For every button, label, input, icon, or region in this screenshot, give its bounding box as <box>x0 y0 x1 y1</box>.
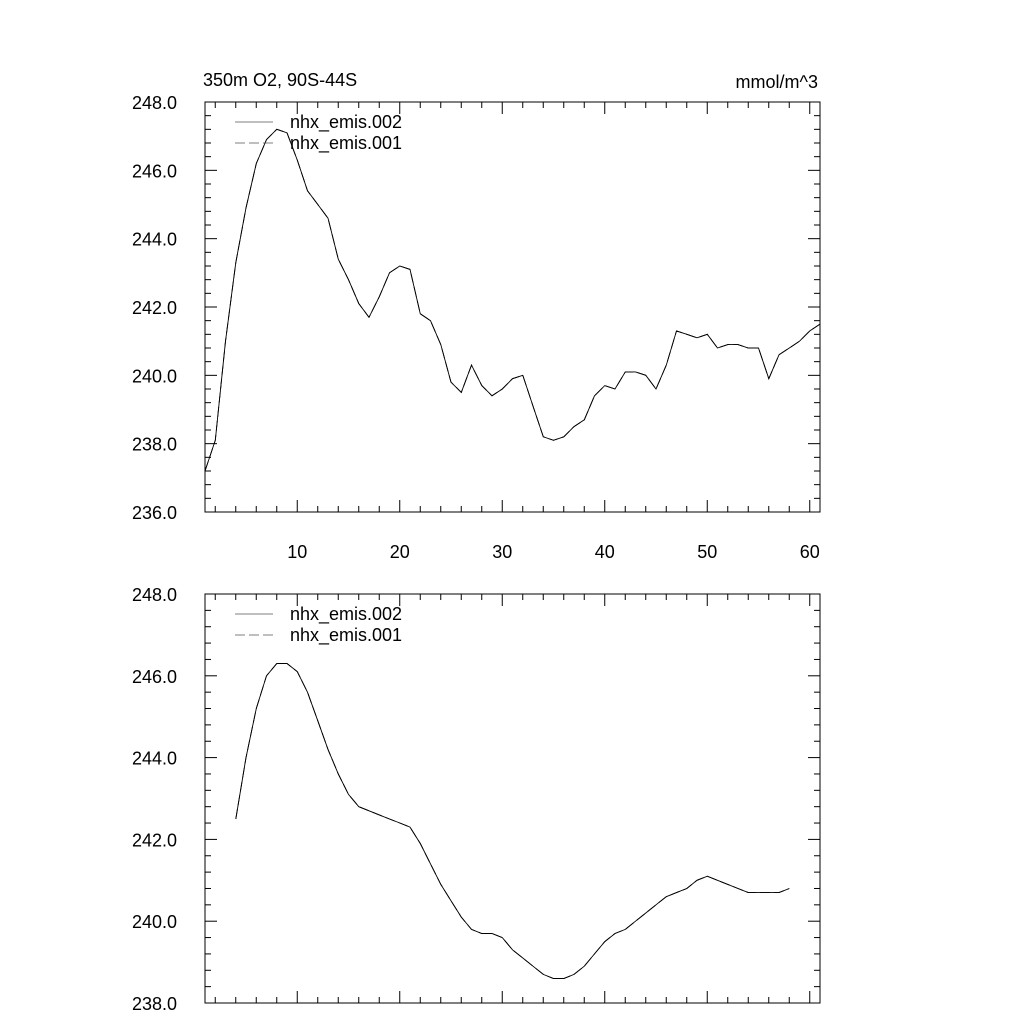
plot-frame-2 <box>205 594 820 1003</box>
legend-label-2: nhx_emis.001 <box>290 133 403 153</box>
y-tick-label: 248.0 <box>131 585 177 605</box>
y-tick-label: 246.0 <box>131 161 177 182</box>
y-tick-label: 248.0 <box>131 93 177 113</box>
x-tick-label: 40 <box>594 542 615 562</box>
series-line-nhx-emis-001 <box>205 129 820 471</box>
y-tick-label: 242.0 <box>131 830 177 851</box>
x-tick-label: 10 <box>287 542 308 562</box>
units-label: mmol/m^3 <box>735 72 818 92</box>
legend-label-1: nhx_emis.002 <box>290 112 403 132</box>
y-tick-label: 244.0 <box>131 229 177 250</box>
y-tick-label: 236.0 <box>131 503 177 523</box>
series-line-nhx-emis-002 <box>236 664 790 979</box>
x-tick-label: 20 <box>389 542 410 562</box>
series-line-nhx-emis-002 <box>205 129 820 471</box>
y-tick-label: 242.0 <box>131 298 177 318</box>
series-line-nhx-emis-001 <box>236 664 790 979</box>
x-tick-label: 30 <box>492 542 513 562</box>
legend-label-2: nhx_emis.001 <box>290 625 403 645</box>
chart-title: 350m O2, 90S-44S <box>203 70 358 90</box>
y-tick-label: 238.0 <box>131 434 177 455</box>
y-tick-label: 240.0 <box>131 912 177 933</box>
y-tick-label: 238.0 <box>131 994 177 1014</box>
y-tick-label: 244.0 <box>131 748 177 769</box>
x-tick-label: 60 <box>799 542 820 562</box>
x-tick-label: 50 <box>697 542 718 562</box>
legend-label-1: nhx_emis.002 <box>290 604 403 624</box>
plot-frame-1 <box>205 102 820 512</box>
y-tick-label: 246.0 <box>131 666 177 687</box>
y-tick-label: 240.0 <box>131 366 177 387</box>
